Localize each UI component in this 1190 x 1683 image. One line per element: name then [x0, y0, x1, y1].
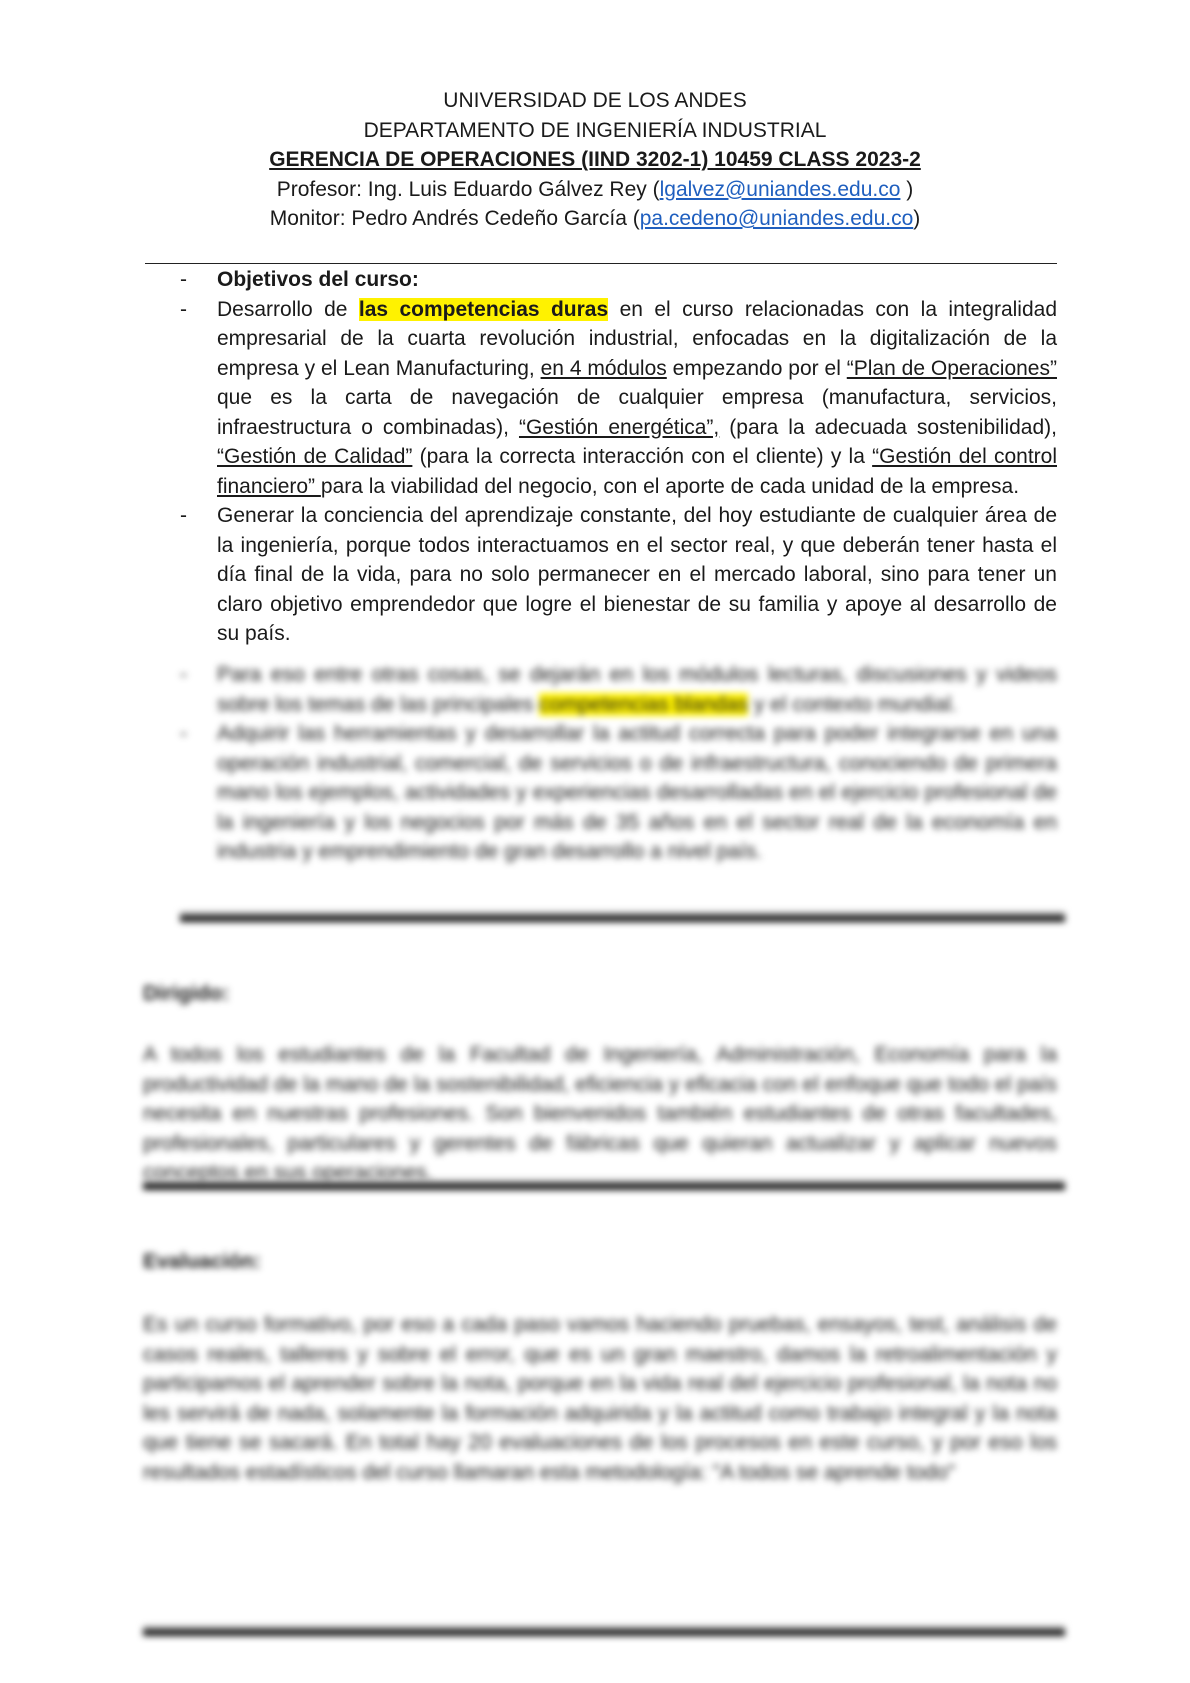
blurred-list — [145, 660, 1057, 867]
item-text: en el curso relacionadas con la integralidad empresarial de la cuarta revolución industrial, enfocadas en la digitalización de la empresa y el Lean Manufacturing, — [217, 297, 1057, 380]
list-item — [145, 501, 1057, 645]
item-text: Desarrollo de — [217, 297, 359, 321]
item-text: (para la adecuada sostenibilidad), — [719, 415, 1057, 439]
dirigido-title: Dirigido: — [143, 982, 230, 1005]
bullet-dash: - — [180, 722, 187, 745]
section-divider — [180, 916, 1065, 922]
evaluacion-text: Es un curso formativo, por eso a cada paso vamos haciendo pruebas, ensayos, test, análisis de casos reales, talleres y sobre el error, que es un gran maestro, damos la retroalimentación y participamos el aprender sobre la nota, porque en la vida real del ejercicio profesional, la nota no les servirá de nada, solamente la formación adquirida y la actitud como trabajo integral y la nota que tiene se sacará. En total hay 20 evaluaciones de los procesos en este curso, y por eso los resultados estadísticos del curso llamaran esta metodología: "A todos se aprende todo" — [143, 1313, 1057, 1484]
item-text: empezando por el — [666, 356, 847, 380]
gestion-energetica: “Gestión energética”, — [518, 415, 720, 439]
dirigido-text: A todos los estudiantes de la Facultad de Ingeniería, Administración, Economía para la productividad de la mano de la sostenibilidad, eficiencia y eficacia con el enfoque que todo el país necesita en nuestras profesiones. Son bienvenidos también estudiantes de otras facultades, profesionales, particulares y gerentes de fábricas que quieran actualizar y aplicar nuevos conceptos en sus operaciones. — [143, 1043, 1057, 1184]
item-text: (para la correcta interacción con el cliente) y la — [412, 445, 873, 468]
gestion-financiero: “Gestión del control financiero” — [217, 445, 1057, 498]
item-text: para la viabilidad del negocio, con el aporte de cada unidad de la empresa. — [320, 474, 1020, 498]
gestion-calidad: “Gestión de Calidad” — [217, 445, 413, 468]
list-item — [145, 295, 1057, 502]
professor-email-link[interactable]: lgalvez@uniandes.edu.co — [659, 177, 901, 201]
bullet-dash: - — [180, 268, 187, 291]
section-divider — [143, 1184, 1065, 1190]
list-item — [145, 719, 1057, 867]
objectives-list — [145, 265, 1057, 645]
professor-line — [0, 175, 1190, 205]
modules-underline: en 4 módulos — [540, 356, 667, 380]
section-divider — [143, 1630, 1065, 1636]
monitor-line — [0, 204, 1190, 234]
monitor-email-link[interactable]: pa.cedeno@uniandes.edu.co — [639, 207, 914, 230]
item-text: Generar la conciencia del aprendizaje constante, del hoy estudiante de cualquier área de la ingeniería, porque todos interactuamos en el sector real, y que deberán tener hasta el día final de la vida, para no solo permanecer en el mercado laboral, sino para tener un claro objetivo emprendedor que logre el bienestar de su familia y apoye al desarrollo de su país. — [217, 504, 1057, 645]
course-title: GERENCIA DE OPERACIONES (IIND 3202-1) 10459 CLASS 2023-2 — [269, 148, 921, 171]
highlight-hard-skills: las competencias duras — [358, 297, 609, 321]
list-item — [145, 265, 1057, 295]
item-text: y el contexto mundial. — [748, 692, 958, 716]
item-text: Adquirir las herramientas y desarrollar la actitud correcta para poder integrarse en una operación industrial, comercial, de servicios o de infraestructura, conociendo de primera mano los ejemplos, actividades y experiencias desarrolladas en el ejercicio profesional de la ingeniería y los negocios por más de 35 años en el sector real de la economía en industria y emprendimiento de gran desarrollo a nivel país. — [217, 722, 1057, 863]
list-item — [145, 660, 1057, 719]
plan-operaciones: “Plan de Operaciones” — [846, 356, 1057, 380]
bullet-dash: - — [180, 663, 187, 686]
item-text: Para eso entre otras cosas, se dejarán en los módulos lecturas, discusiones y videos sobre los temas de las principales — [217, 663, 1057, 716]
document-header — [0, 86, 1190, 234]
professor-label: Profesor: Ing. Luis Eduardo Gálvez Rey ( — [276, 177, 660, 201]
item-text: que es la carta de navegación de cualquier empresa (manufactura, servicios, infraestructura o combinadas), — [217, 386, 1057, 439]
monitor-label: Monitor: Pedro Andrés Cedeño García ( — [269, 207, 640, 230]
bullet-dash: - — [180, 297, 187, 321]
objectives-heading: Objetivos del curso: — [217, 268, 419, 291]
highlight-soft-skills: competencias blandas — [539, 692, 749, 716]
header-divider — [145, 263, 1057, 264]
evaluacion-title: Evaluación: — [143, 1250, 261, 1273]
department-name: DEPARTAMENTO DE INGENIERÍA INDUSTRIAL — [363, 118, 827, 142]
bullet-dash: - — [180, 504, 187, 527]
university-name: UNIVERSIDAD DE LOS ANDES — [443, 89, 747, 112]
professor-suffix: ) — [900, 177, 914, 201]
monitor-suffix: ) — [913, 207, 921, 230]
